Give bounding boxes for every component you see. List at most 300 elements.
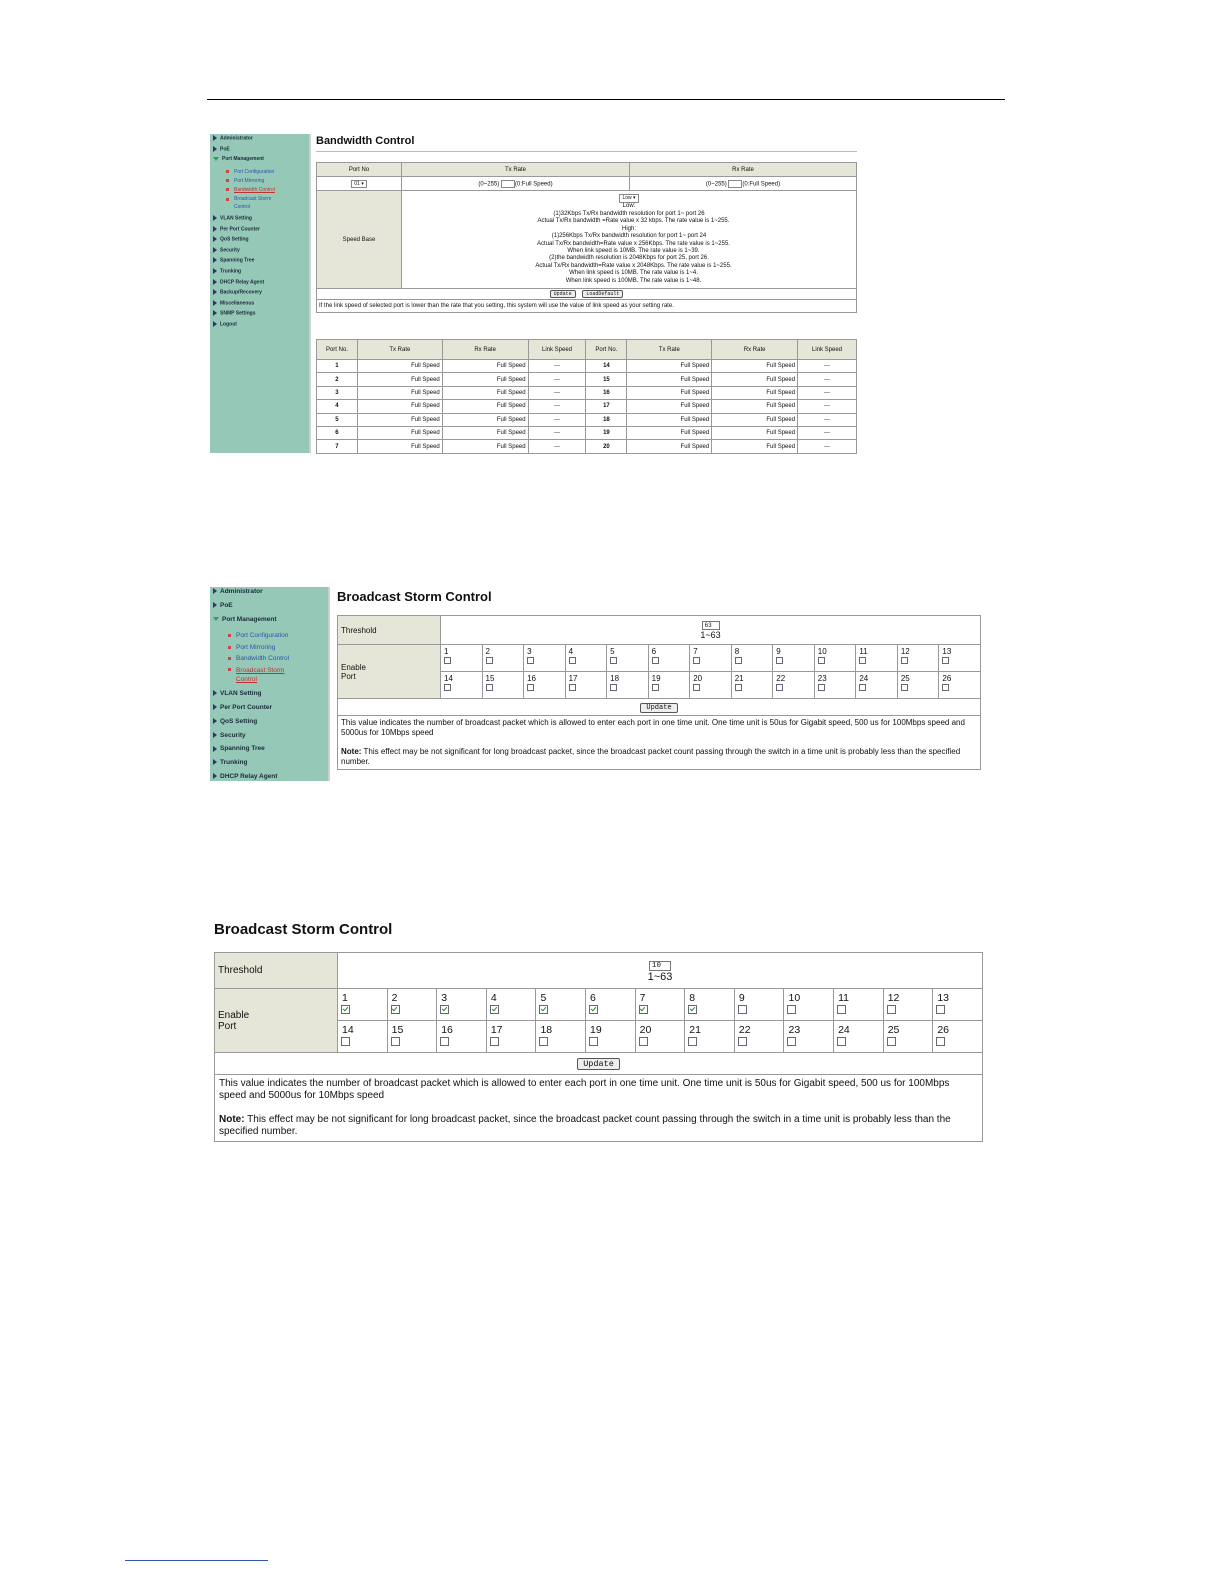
port-number: 5 xyxy=(540,992,547,1004)
arrow-icon xyxy=(213,146,217,152)
sidebar-item-dhcp-relay-agent[interactable]: DHCP Relay Agent xyxy=(213,279,264,285)
arrow-icon xyxy=(213,135,217,141)
rate-cell: Full Speed xyxy=(627,426,712,439)
sidebar-subitem-control[interactable]: Control xyxy=(236,675,257,683)
arrow-icon xyxy=(213,746,217,752)
bullet-icon xyxy=(226,188,229,191)
port-3-checkbox[interactable] xyxy=(527,657,534,664)
port-number: 1 xyxy=(342,992,348,1004)
port-number: 23 xyxy=(817,674,827,683)
column-header: Port No. xyxy=(317,340,358,360)
arrow-icon xyxy=(213,617,219,621)
column-header: Port No. xyxy=(586,340,627,360)
link-speed-note: If the link speed of selected port is lower than the rate that you setting, this system will use the value of link speed as your setting rate. xyxy=(317,300,857,313)
rate-cell: Full Speed xyxy=(712,413,798,426)
speed-base-line: High: xyxy=(621,225,636,232)
update-cell xyxy=(215,1053,983,1075)
page-header-rule xyxy=(207,99,1005,100)
port-number-cell: 20 xyxy=(586,440,627,453)
bandwidth-form xyxy=(316,162,857,313)
port-cell xyxy=(685,1021,735,1053)
port-cell xyxy=(883,989,933,1021)
speed-base-line: (1)32Kbps Tx/Rx bandwidth resolution for port 1~ port 26 xyxy=(553,210,705,217)
link-speed-cell: --- xyxy=(798,426,857,439)
sidebar-item-spanning-tree[interactable]: Spanning Tree xyxy=(213,745,265,752)
bullet-icon xyxy=(226,198,229,201)
port-16-checkbox[interactable] xyxy=(527,684,534,691)
port-cell xyxy=(734,989,784,1021)
port-cell xyxy=(883,1021,933,1053)
port-number: 6 xyxy=(651,647,657,656)
port-number: 17 xyxy=(568,674,578,683)
rate-cell: Full Speed xyxy=(442,400,528,413)
link-speed-cell: --- xyxy=(528,373,586,386)
sidebar-subitem-broadcast-storm[interactable]: Broadcast Storm xyxy=(228,667,284,674)
description-text: This value indicates the number of broadcast packet which is allowed to enter each port in one time unit. One time unit is 50us for Gigabit speed, 500 us for 100Mbps speed and 5000us for 10Mbps speed xyxy=(219,1078,950,1101)
port-number: 9 xyxy=(776,647,781,656)
port-cell xyxy=(731,672,773,699)
sidebar-item-port-management[interactable]: Port Management xyxy=(213,156,264,162)
sidebar-item-spanning-tree[interactable]: Spanning Tree xyxy=(213,257,254,263)
rate-cell: Full Speed xyxy=(357,426,442,439)
port-1-checkbox[interactable] xyxy=(444,657,451,664)
port-number-cell: 5 xyxy=(317,413,358,426)
port-cell xyxy=(685,989,735,1021)
speed-base-description xyxy=(402,191,857,289)
port-number: 6 xyxy=(590,992,596,1004)
rate-cell: Full Speed xyxy=(627,386,712,399)
threshold-input[interactable]: 63 xyxy=(702,621,720,630)
port-19-checkbox[interactable] xyxy=(652,684,659,691)
port-number: 10 xyxy=(788,992,801,1004)
port-number: 14 xyxy=(444,674,453,683)
port-number: 2 xyxy=(485,647,490,656)
port-number: 3 xyxy=(441,992,448,1004)
port-19-checkbox[interactable] xyxy=(589,1037,598,1046)
column-header: Rx Rate xyxy=(442,340,528,360)
port-cell xyxy=(784,1021,834,1053)
port-number-cell: 3 xyxy=(317,386,358,399)
port-16-checkbox[interactable] xyxy=(440,1037,449,1046)
port-number: 11 xyxy=(859,647,868,656)
sidebar-nav xyxy=(210,134,311,453)
port-4-checkbox[interactable] xyxy=(569,657,576,664)
sidebar-item-per-port-counter[interactable]: Per Port Counter xyxy=(213,704,272,711)
rate-cell: Full Speed xyxy=(442,386,528,399)
update-button[interactable]: Update xyxy=(577,1058,620,1070)
port-cell xyxy=(939,672,981,699)
port-24-checkbox[interactable] xyxy=(859,684,866,691)
port-18-checkbox[interactable] xyxy=(610,684,617,691)
link-speed-cell: --- xyxy=(798,360,857,373)
port-number: 4 xyxy=(490,992,497,1004)
port-15-checkbox[interactable] xyxy=(391,1037,400,1046)
port-2-checkbox[interactable] xyxy=(486,657,493,664)
arrow-icon xyxy=(213,321,217,327)
port-4-checkbox[interactable] xyxy=(490,1005,499,1014)
port-number: 9 xyxy=(738,992,745,1004)
threshold-cell xyxy=(441,616,981,645)
sidebar-item-miscellaneous[interactable]: Miscellaneous xyxy=(213,300,254,306)
column-header: Link Speed xyxy=(798,340,857,360)
rate-cell: Full Speed xyxy=(712,386,798,399)
port-10-checkbox[interactable] xyxy=(818,657,825,664)
port-number: 12 xyxy=(887,992,900,1004)
column-header: Rx Rate xyxy=(712,340,798,360)
port-8-checkbox[interactable] xyxy=(688,1005,697,1014)
arrow-icon xyxy=(213,279,217,285)
sidebar-item-administrator[interactable]: Administrator xyxy=(213,588,263,595)
speed-select[interactable]: Low ▾ xyxy=(619,194,638,203)
port-number: 12 xyxy=(900,647,910,656)
port-number: 1 xyxy=(444,647,449,656)
port-9-checkbox[interactable] xyxy=(776,657,783,664)
port-cell xyxy=(635,1021,685,1053)
table-row xyxy=(317,413,857,426)
sidebar-item-logout[interactable]: Logout xyxy=(213,321,237,327)
port-cell xyxy=(897,645,939,672)
port-cell xyxy=(437,989,487,1021)
threshold-cell xyxy=(338,953,983,989)
load-default-button[interactable]: LoadDefault xyxy=(582,290,623,298)
storm-form xyxy=(337,615,981,770)
port-cell xyxy=(690,672,732,699)
port-cell xyxy=(690,645,732,672)
rate-cell: Full Speed xyxy=(357,360,442,373)
port-17-checkbox[interactable] xyxy=(490,1037,499,1046)
port-17-checkbox[interactable] xyxy=(569,684,576,691)
port-cell xyxy=(482,672,524,699)
port-cell xyxy=(607,645,649,672)
port-number: 5 xyxy=(610,647,615,656)
port-no-header: Port No xyxy=(317,163,402,177)
port-26-checkbox[interactable] xyxy=(942,684,949,691)
rate-cell: Full Speed xyxy=(357,386,442,399)
sidebar-subitem-port-mirroring[interactable]: Port Mirroring xyxy=(228,644,275,651)
port-cell xyxy=(784,989,834,1021)
port-number: 22 xyxy=(776,674,786,683)
port-number-cell: 4 xyxy=(317,400,358,413)
threshold-input[interactable]: 10 xyxy=(649,961,671,971)
bullet-icon xyxy=(226,179,229,182)
port-number-cell: 18 xyxy=(586,413,627,426)
speed-base-line: Low: xyxy=(622,203,636,210)
arrow-icon xyxy=(213,268,217,274)
port-number-cell: 15 xyxy=(586,373,627,386)
port-26-checkbox[interactable] xyxy=(936,1037,945,1046)
port-number: 19 xyxy=(651,674,661,683)
port-14-checkbox[interactable] xyxy=(341,1037,350,1046)
port-cell xyxy=(648,672,690,699)
link-speed-cell: --- xyxy=(528,400,586,413)
enable-port-label: Enable Port xyxy=(338,645,441,699)
link-speed-cell: --- xyxy=(528,360,586,373)
port-15-checkbox[interactable] xyxy=(486,684,493,691)
port-12-checkbox[interactable] xyxy=(901,657,908,664)
sidebar-item-security[interactable]: Security xyxy=(213,732,246,739)
port-9-checkbox[interactable] xyxy=(738,1005,747,1014)
port-cell xyxy=(586,1021,636,1053)
sidebar-subitem-broadcast-storm[interactable]: Broadcast Storm xyxy=(226,196,271,202)
port-14-checkbox[interactable] xyxy=(444,684,451,691)
rate-cell: Full Speed xyxy=(627,413,712,426)
port-21-checkbox[interactable] xyxy=(735,684,742,691)
port-number: 2 xyxy=(391,992,398,1004)
title-divider xyxy=(316,151,857,152)
port-number-cell: 17 xyxy=(586,400,627,413)
tx-rate-header: Tx Rate xyxy=(402,163,630,177)
port-number: 3 xyxy=(527,647,532,656)
table-row xyxy=(317,386,857,399)
port-20-checkbox[interactable] xyxy=(693,684,700,691)
footer-link-rule xyxy=(125,1560,268,1561)
arrow-icon xyxy=(213,310,217,316)
update-button[interactable]: Update xyxy=(640,703,677,713)
speed-base-line: When link speed is 10MB. The rate value is 1~39. xyxy=(567,247,700,254)
port-cell xyxy=(773,645,815,672)
port-cell xyxy=(338,1021,388,1053)
rx-rate-input[interactable] xyxy=(728,180,742,188)
port-number: 8 xyxy=(689,992,696,1004)
port-select[interactable]: 01 ▾ xyxy=(351,180,366,188)
update-button[interactable]: Update xyxy=(550,290,576,298)
port-22-checkbox[interactable] xyxy=(738,1037,747,1046)
threshold-range: 1~63 xyxy=(647,970,673,983)
port-cell xyxy=(437,1021,487,1053)
port-21-checkbox[interactable] xyxy=(688,1037,697,1046)
sidebar-item-backup-recovery[interactable]: Backup/Recovery xyxy=(213,289,262,295)
port-cell xyxy=(486,989,536,1021)
rate-cell: Full Speed xyxy=(627,373,712,386)
port-number: 17 xyxy=(490,1024,503,1036)
port-cell xyxy=(482,645,524,672)
tx-range: (0~255) xyxy=(478,181,500,188)
sidebar-item-per-port-counter[interactable]: Per Port Counter xyxy=(213,226,260,232)
tx-rate-input[interactable] xyxy=(501,180,515,188)
arrow-icon xyxy=(213,236,217,242)
port-25-checkbox[interactable] xyxy=(887,1037,896,1046)
page-title: Broadcast Storm Control xyxy=(337,589,492,604)
bullet-icon xyxy=(226,170,229,173)
link-speed-cell: --- xyxy=(528,386,586,399)
speed-base-line: When link speed is 100MB. The rate value is 1~48. xyxy=(565,277,702,284)
port-cell xyxy=(536,989,586,1021)
port-number: 15 xyxy=(391,1024,404,1036)
port-cell xyxy=(897,672,939,699)
port-23-checkbox[interactable] xyxy=(787,1037,796,1046)
port-number: 16 xyxy=(527,674,536,683)
port-number: 21 xyxy=(689,1024,701,1036)
port-cell xyxy=(565,645,607,672)
page-title: Bandwidth Control xyxy=(316,135,415,147)
port-cell xyxy=(441,645,483,672)
column-header: Tx Rate xyxy=(627,340,712,360)
port-cell xyxy=(338,989,388,1021)
sidebar-subitem-port-configuration[interactable]: Port Configuration xyxy=(228,632,288,639)
port-number: 7 xyxy=(693,647,698,656)
port-cell xyxy=(814,645,856,672)
rate-cell: Full Speed xyxy=(712,440,798,453)
port-number: 23 xyxy=(788,1024,801,1036)
port-number-cell: 14 xyxy=(586,360,627,373)
port-11-checkbox[interactable] xyxy=(837,1005,846,1014)
port-3-checkbox[interactable] xyxy=(440,1005,449,1014)
rate-cell: Full Speed xyxy=(712,426,798,439)
port-2-checkbox[interactable] xyxy=(391,1005,400,1014)
sidebar-item-dhcp-relay-agent[interactable]: DHCP Relay Agent xyxy=(213,773,277,780)
sidebar-subitem-bandwidth-control[interactable]: Bandwidth Control xyxy=(228,655,289,662)
rate-cell: Full Speed xyxy=(442,426,528,439)
port-cell xyxy=(834,989,884,1021)
sidebar-item-administrator[interactable]: Administrator xyxy=(213,135,253,141)
port-cell xyxy=(387,989,437,1021)
port-cell xyxy=(933,989,983,1021)
port-cell xyxy=(856,672,898,699)
sidebar-item-snmp-settings[interactable]: SNMP Settings xyxy=(213,310,255,316)
port-number: 16 xyxy=(441,1024,453,1036)
sidebar-item-security[interactable]: Security xyxy=(213,247,240,253)
link-speed-cell: --- xyxy=(528,440,586,453)
sidebar-subitem-port-configuration[interactable]: Port Configuration xyxy=(226,169,274,175)
sidebar-item-qos-setting[interactable]: QoS Setting xyxy=(213,236,249,242)
rx-rate-header: Rx Rate xyxy=(630,163,857,177)
port-25-checkbox[interactable] xyxy=(901,684,908,691)
port-22-checkbox[interactable] xyxy=(776,684,783,691)
link-speed-cell: --- xyxy=(798,386,857,399)
port-cell xyxy=(834,1021,884,1053)
port-number: 14 xyxy=(342,1024,354,1036)
port-number: 24 xyxy=(838,1024,850,1036)
threshold-label: Threshold xyxy=(215,953,338,989)
port-12-checkbox[interactable] xyxy=(887,1005,896,1014)
port-13-checkbox[interactable] xyxy=(936,1005,945,1014)
port-6-checkbox[interactable] xyxy=(652,657,659,664)
port-23-checkbox[interactable] xyxy=(818,684,825,691)
port-number-cell: 1 xyxy=(317,360,358,373)
port-cell xyxy=(856,645,898,672)
arrow-icon xyxy=(213,718,217,724)
port-cell xyxy=(536,1021,586,1053)
speed-base-line: Actual Tx/Rx bandwidth=Rate value x 2048Kbps. The rate value is 1~255. xyxy=(535,262,732,269)
port-18-checkbox[interactable] xyxy=(539,1037,548,1046)
speed-base-line: When link speed is 10MB. The rate value is 1~4. xyxy=(569,270,698,277)
rate-cell: Full Speed xyxy=(627,360,712,373)
threshold-label: Threshold xyxy=(338,616,441,645)
port-cell xyxy=(773,672,815,699)
sidebar-item-qos-setting[interactable]: QoS Setting xyxy=(213,718,257,725)
arrow-icon xyxy=(213,588,217,594)
port-number-cell: 2 xyxy=(317,373,358,386)
port-number-cell: 7 xyxy=(317,440,358,453)
port-number: 7 xyxy=(639,992,646,1004)
port-1-checkbox[interactable] xyxy=(341,1005,350,1014)
arrow-icon xyxy=(213,690,217,696)
table-row xyxy=(317,426,857,439)
sidebar-item-poe[interactable]: PoE xyxy=(213,602,233,609)
port-11-checkbox[interactable] xyxy=(859,657,866,664)
port-6-checkbox[interactable] xyxy=(589,1005,598,1014)
update-cell xyxy=(338,699,981,716)
rx-hint: (0:Full Speed) xyxy=(742,181,781,188)
port-10-checkbox[interactable] xyxy=(787,1005,796,1014)
sidebar-subitem-port-mirroring[interactable]: Port Mirroring xyxy=(226,178,264,184)
bullet-icon xyxy=(228,657,231,660)
storm-description xyxy=(338,716,981,770)
speed-base-line: Actual Tx/Rx bandwidth =Rate value x 32 kbps. The rate value is 1~255. xyxy=(537,218,730,225)
port-cell xyxy=(635,989,685,1021)
rate-cell: Full Speed xyxy=(357,373,442,386)
sidebar-item-trunking[interactable]: Trunking xyxy=(213,268,241,274)
storm-form xyxy=(214,952,983,1142)
port-cell xyxy=(565,672,607,699)
table-row xyxy=(317,360,857,373)
sidebar-subitem-control[interactable]: Control xyxy=(234,203,251,210)
sidebar-item-vlan-setting[interactable]: VLAN Setting xyxy=(213,690,262,697)
link-speed-cell: --- xyxy=(798,413,857,426)
port-7-checkbox[interactable] xyxy=(639,1005,648,1014)
port-5-checkbox[interactable] xyxy=(539,1005,548,1014)
arrow-icon xyxy=(213,759,217,765)
column-header: Tx Rate xyxy=(357,340,442,360)
port-cell xyxy=(524,645,566,672)
sidebar-item-vlan-setting[interactable]: VLAN Setting xyxy=(213,215,252,221)
link-speed-cell: --- xyxy=(528,426,586,439)
port-20-checkbox[interactable] xyxy=(639,1037,648,1046)
enable-port-label: Enable Port xyxy=(215,989,338,1053)
port-number: 25 xyxy=(900,674,910,683)
rate-cell: Full Speed xyxy=(357,413,442,426)
arrow-icon xyxy=(213,289,217,295)
note-text: Note: This effect may be not significant for long broadcast packet, since the broadcast packet count passing through the switch in a time unit is probably less than the specified number. xyxy=(219,1114,951,1137)
rate-cell: Full Speed xyxy=(712,360,798,373)
speed-base-line: Actual Tx/Rx bandwidth=Rate value x 256Kbps. The rate value is 1~255. xyxy=(537,240,730,247)
sidebar-item-port-management[interactable]: Port Management xyxy=(213,616,277,623)
port-number: 18 xyxy=(540,1024,553,1036)
sidebar-item-trunking[interactable]: Trunking xyxy=(213,759,247,766)
port-5-checkbox[interactable] xyxy=(610,657,617,664)
rate-cell: Full Speed xyxy=(442,360,528,373)
port-number: 4 xyxy=(568,647,574,656)
rate-cell: Full Speed xyxy=(712,400,798,413)
port-13-checkbox[interactable] xyxy=(942,657,949,664)
port-number: 26 xyxy=(937,1024,949,1036)
port-8-checkbox[interactable] xyxy=(735,657,742,664)
table-row xyxy=(317,373,857,386)
bullet-icon xyxy=(228,646,231,649)
sidebar-subitem-bandwidth-control[interactable]: Bandwidth Control xyxy=(226,187,275,193)
rate-cell: Full Speed xyxy=(627,400,712,413)
arrow-icon xyxy=(213,704,217,710)
port-cell xyxy=(648,645,690,672)
rate-cell: Full Speed xyxy=(442,373,528,386)
description-text: This value indicates the number of broadcast packet which is allowed to enter each port in one time unit. One time unit is 50us for Gigabit speed, 500 us for 100Mbps speed and 5000us for 10Mbps speed xyxy=(341,718,965,737)
port-number: 13 xyxy=(937,992,949,1004)
link-speed-cell: --- xyxy=(798,400,857,413)
port-number: 24 xyxy=(859,674,869,683)
port-number: 18 xyxy=(610,674,620,683)
speed-base-line: (1)256Kbps Tx/Rx bandwidth resolution for port 1~ port 24 xyxy=(551,233,707,240)
port-number: 11 xyxy=(838,992,849,1004)
port-7-checkbox[interactable] xyxy=(693,657,700,664)
sidebar-item-poe[interactable]: PoE xyxy=(213,146,230,152)
port-number-cell: 6 xyxy=(317,426,358,439)
arrow-icon xyxy=(213,247,217,253)
sidebar-nav xyxy=(210,587,330,781)
port-number: 10 xyxy=(817,647,827,656)
port-number: 22 xyxy=(738,1024,751,1036)
rx-range: (0~255) xyxy=(705,181,727,188)
port-24-checkbox[interactable] xyxy=(837,1037,846,1046)
